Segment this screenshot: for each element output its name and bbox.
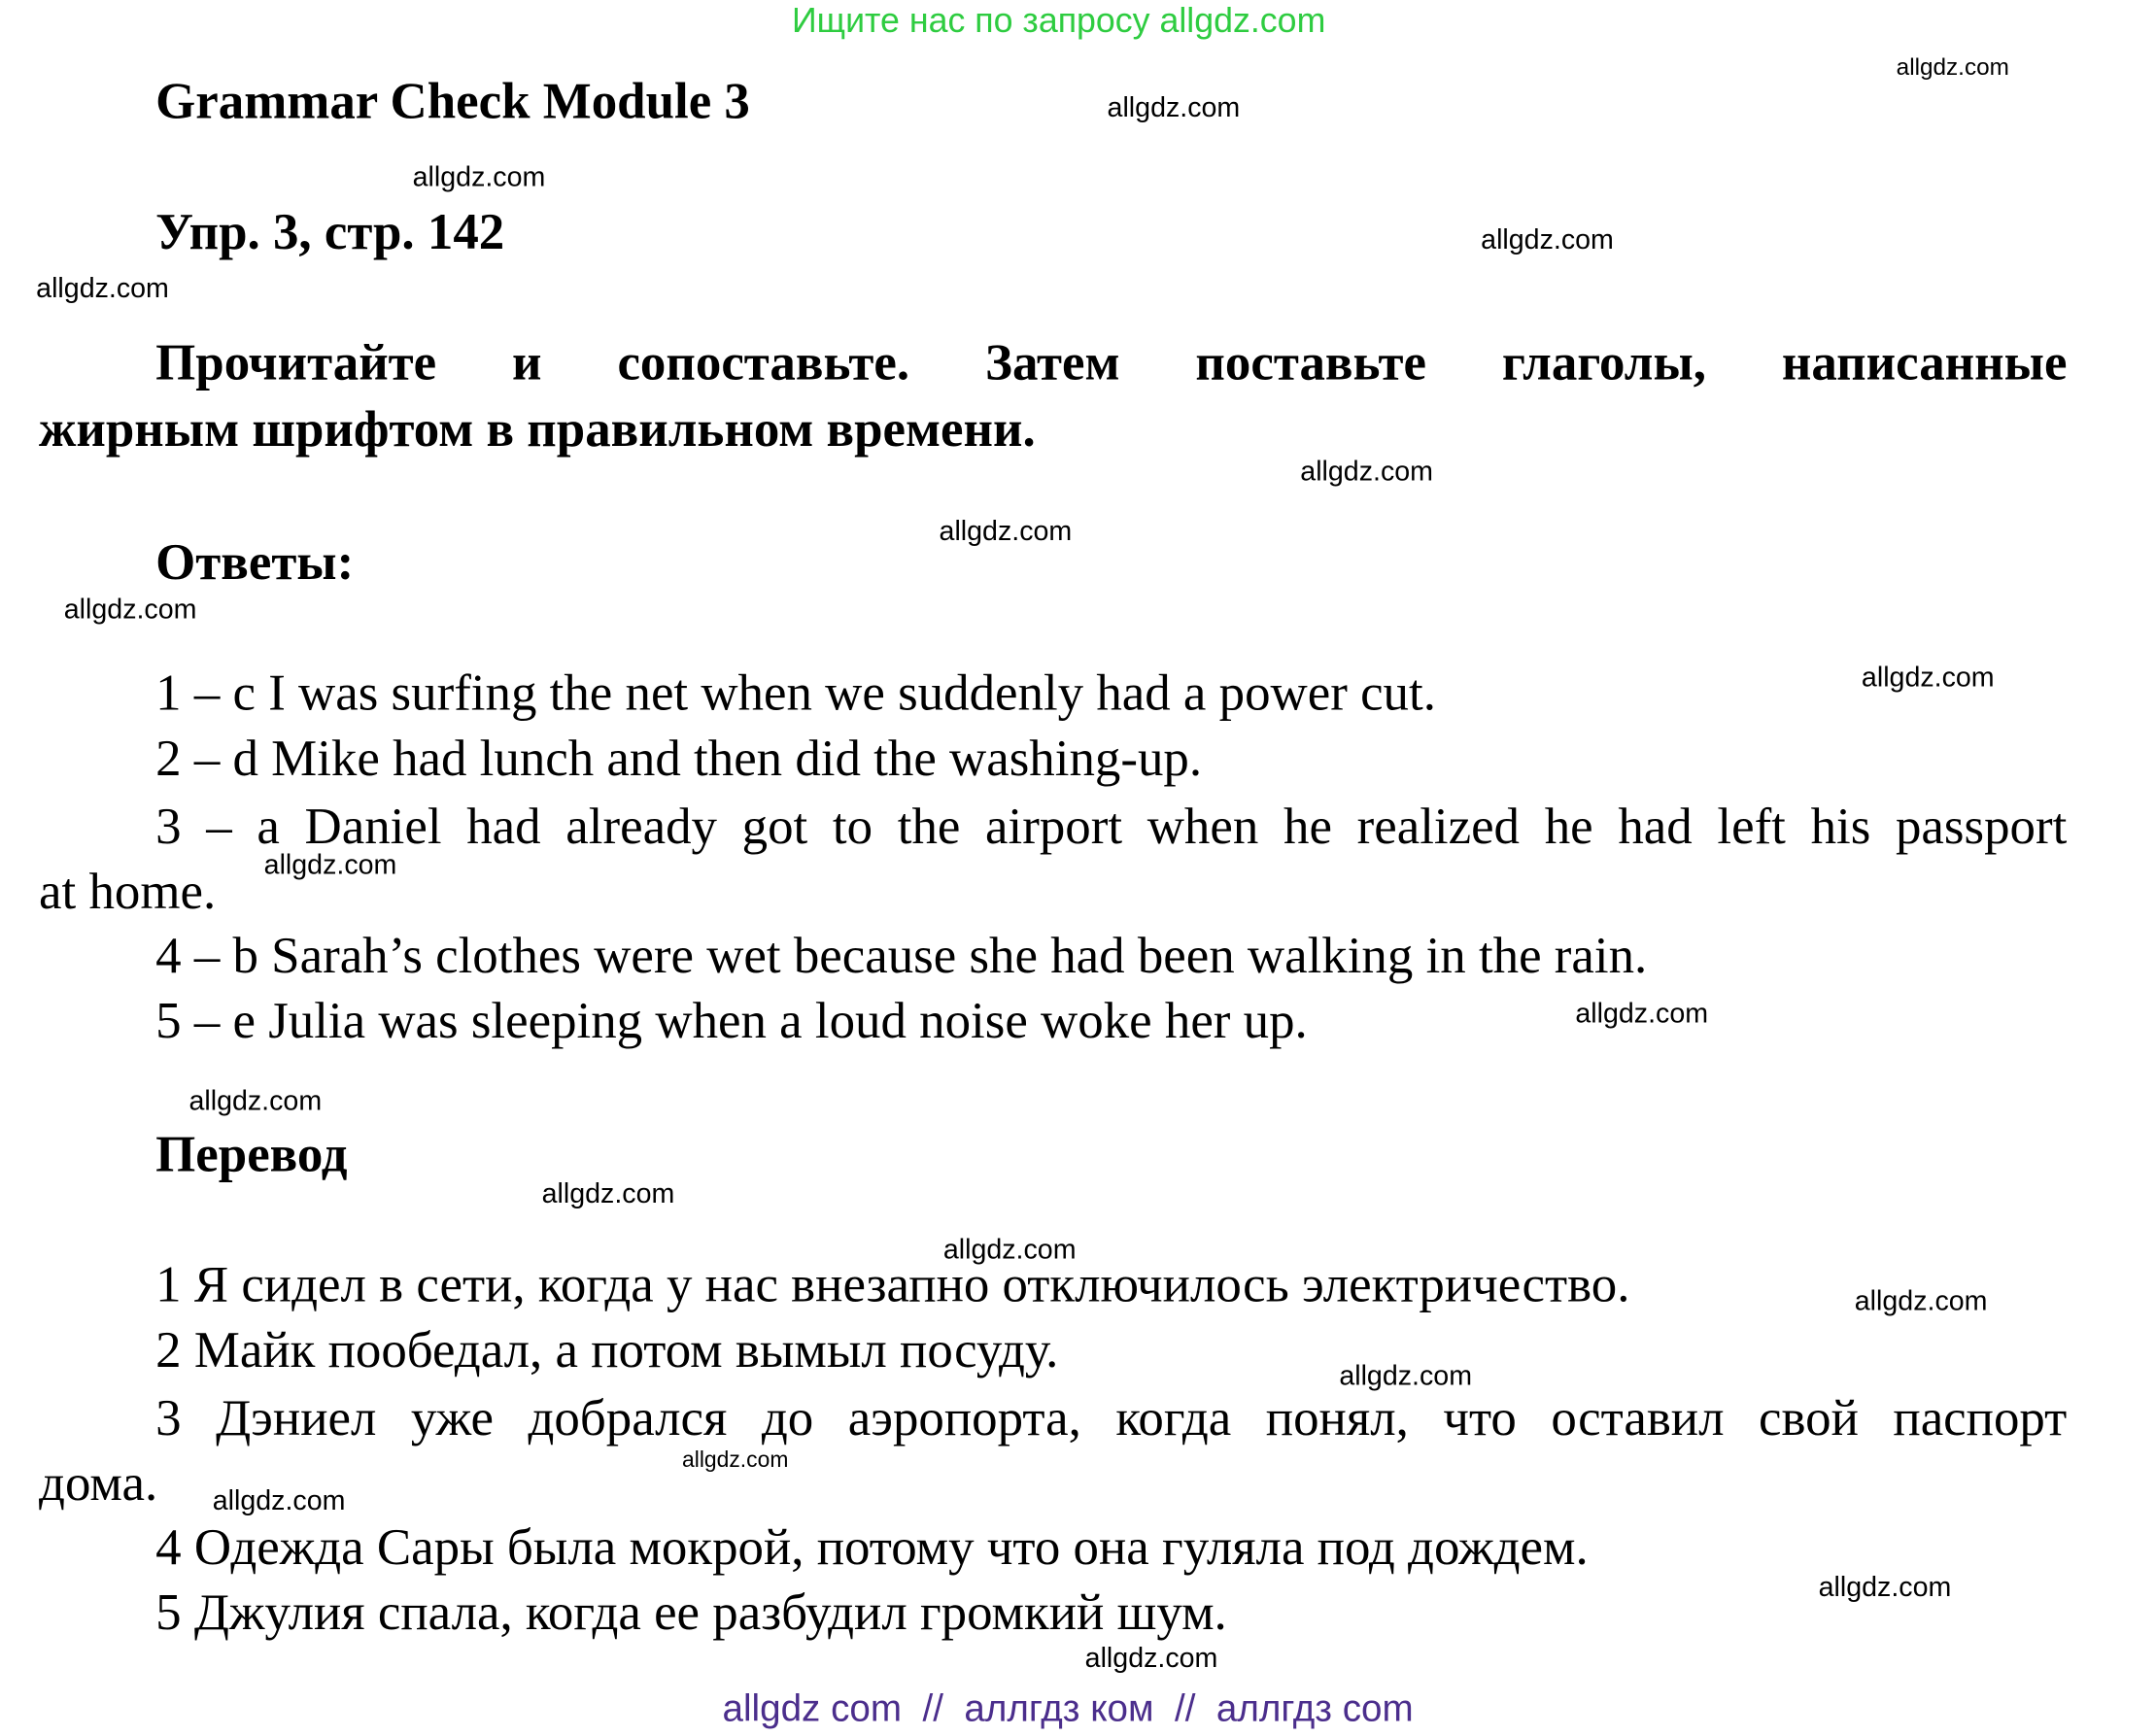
translation-1: 1 Я сидел в сети, когда у нас внезапно отключилось электричество.: [155, 1256, 1630, 1314]
answer-3-word: the: [897, 799, 961, 856]
watermark: allgdz.com: [1084, 1643, 1218, 1674]
watermark: allgdz.com: [1854, 1285, 1988, 1317]
watermark: allgdz.com: [1575, 999, 1709, 1030]
watermark: allgdz.com: [1300, 457, 1433, 488]
answer-3-word: he: [1544, 799, 1593, 856]
task-heading: Упр. 3, стр. 142: [155, 204, 505, 261]
answer-3-word: when: [1146, 799, 1259, 856]
watermark: allgdz.com: [541, 1178, 675, 1210]
answer-3-word: 3: [155, 799, 182, 856]
answer-3-word: had: [1618, 799, 1693, 856]
answer-3-word: he: [1283, 799, 1332, 856]
watermark: allgdz.com: [212, 1485, 346, 1517]
translation-2: 2 Майк пообедал, а потом вымыл посуду.: [155, 1322, 1059, 1379]
answer-1: 1 – c I was surfing the net when we suddenly had a power cut.: [155, 664, 1436, 723]
answer-3-word: –: [206, 799, 232, 856]
footer-links[interactable]: allgdz com // аллгдз ком // аллгдз com: [722, 1687, 1414, 1730]
translation-3-word: уже: [410, 1390, 494, 1447]
instruction-word: глаголы,: [1501, 334, 1706, 392]
answer-2: 2 – d Mike had lunch and then did the washing-up.: [155, 731, 1203, 788]
answer-3-word: left: [1717, 799, 1786, 856]
translation-3-word: аэропорта,: [847, 1390, 1081, 1447]
instruction-word: поставьте: [1195, 334, 1426, 392]
translation-3-word: Дэниел: [216, 1390, 377, 1447]
answer-3-word: airport: [985, 799, 1123, 856]
answer-3-line-2: at home.: [39, 864, 217, 921]
answers-heading: Ответы:: [155, 534, 355, 593]
translation-3-word: свой: [1759, 1390, 1859, 1447]
answer-3-word: realized: [1356, 799, 1521, 856]
translation-3-line-2: дома.: [39, 1455, 158, 1514]
top-banner[interactable]: Ищите нас по запросу allgdz.com: [791, 1, 1326, 41]
instruction-word: Затем: [985, 334, 1120, 392]
answer-5: 5 – e Julia was sleeping when a loud noise woke her up.: [155, 993, 1308, 1050]
answer-3-word: passport: [1895, 799, 2068, 856]
translation-3-word: что: [1443, 1390, 1517, 1447]
answer-3-word: to: [832, 799, 873, 856]
instruction-word: Прочитайте: [155, 334, 437, 392]
translation-3-word: паспорт: [1893, 1390, 2068, 1447]
answer-3-word: a: [257, 799, 280, 856]
instruction-word: написанные: [1781, 334, 2068, 392]
translation-4: 4 Одежда Сары была мокрой, потому что она гуляла под дождем.: [155, 1519, 1589, 1577]
instruction-word: и: [512, 334, 542, 392]
answer-4: 4 – b Sarah’s clothes were wet because she had been walking in the rain.: [155, 928, 1648, 985]
watermark: allgdz.com: [682, 1448, 789, 1473]
instruction-line-2: жирным шрифтом в правильном времени.: [39, 401, 1036, 459]
instruction-text: [39, 330, 2068, 463]
instruction-word: сопоставьте.: [617, 334, 910, 392]
watermark: allgdz.com: [1861, 663, 1995, 694]
watermark: allgdz.com: [1107, 92, 1241, 124]
answer-3-word: got: [741, 799, 808, 856]
page-title: Grammar Check Module 3: [155, 73, 750, 131]
answer-3-word: Daniel: [304, 799, 442, 856]
watermark: allgdz.com: [63, 594, 197, 626]
watermark: allgdz.com: [942, 1235, 1077, 1266]
translation-3-word: оставил: [1551, 1390, 1725, 1447]
answer-3-word: had: [466, 799, 541, 856]
translation-3-line-1: [39, 1386, 2068, 1451]
watermark: allgdz.com: [36, 273, 169, 305]
translation-heading: Перевод: [155, 1126, 348, 1184]
watermark: allgdz.com: [1818, 1572, 1952, 1603]
translation-3-word: добрался: [528, 1390, 728, 1447]
watermark: allgdz.com: [263, 850, 397, 881]
translation-3-word: 3: [155, 1390, 182, 1447]
watermark: allgdz.com: [1896, 53, 2009, 81]
watermark: allgdz.com: [1339, 1361, 1473, 1392]
translation-3-word: до: [761, 1390, 814, 1447]
translation-3-word: когда: [1115, 1390, 1232, 1447]
watermark: allgdz.com: [188, 1086, 323, 1117]
watermark: allgdz.com: [412, 162, 546, 193]
answer-3-word: already: [565, 799, 717, 856]
translation-3-word: понял,: [1265, 1390, 1409, 1447]
watermark: allgdz.com: [1481, 224, 1614, 256]
translation-5: 5 Джулия спала, когда ее разбудил громкий шум.: [155, 1584, 1227, 1643]
instruction-line-1: [39, 330, 2068, 397]
answer-3-word: his: [1810, 799, 1871, 856]
watermark: allgdz.com: [939, 516, 1073, 548]
